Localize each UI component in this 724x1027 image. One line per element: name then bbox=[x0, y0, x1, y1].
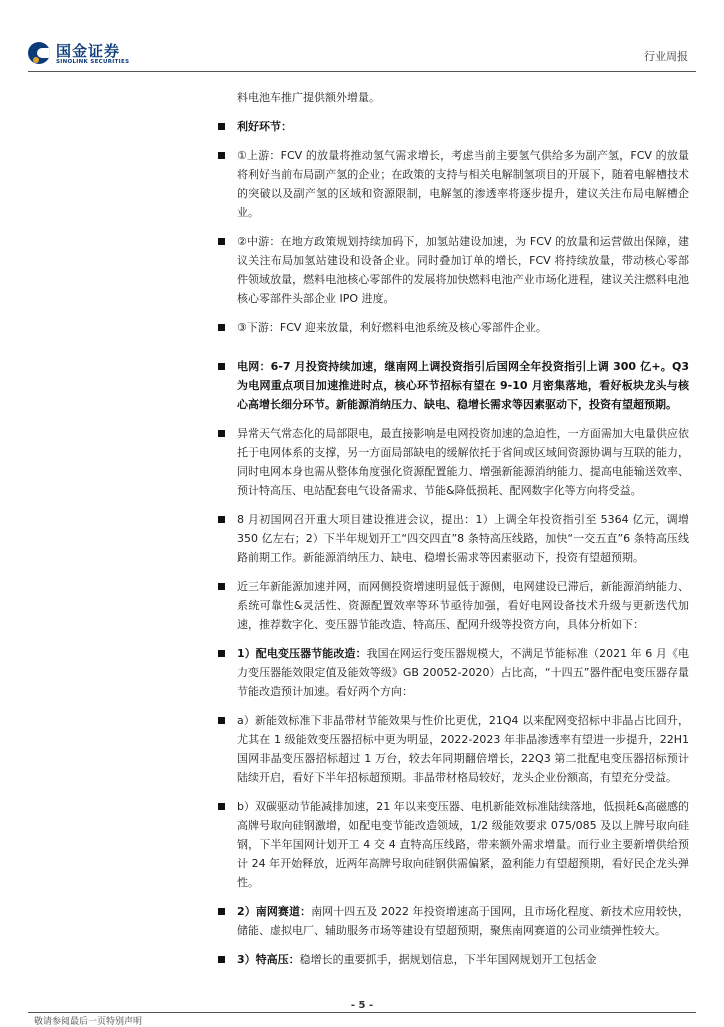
logo-name-cn: 国金证券 bbox=[56, 42, 121, 60]
company-logo bbox=[28, 40, 138, 70]
list-item bbox=[237, 797, 689, 892]
square-bullet-icon bbox=[218, 956, 225, 963]
paragraph-text: 稳增长的重要抓手，据规划信息，下半年国网规划开工包括金 bbox=[299, 953, 597, 966]
footer-divider bbox=[28, 1012, 696, 1013]
main-content bbox=[237, 88, 689, 979]
section-heading: 电网：6-7 月投资持续加速，继南网上调投资指引后国网全年投资指引上调 300 亿+。Q3 为电网重点项目加速推进时点，核心环节招标有望在 9-10 月密集落地，看好板块龙头与核心高增长细分环节。新能源消纳压力、缺电、稳增长需求等因素驱动下，投资有望超预期。 bbox=[237, 360, 689, 411]
list-item bbox=[237, 232, 689, 308]
item-label: 2）南网赛道： bbox=[237, 905, 312, 918]
list-item bbox=[237, 357, 689, 414]
paragraph-text: 异常天气常态化的局部限电，最直接影响是电网投资加速的急迫性，一方面需加大电量供应依托于电网体系的支撑，另一方面局部缺电的缓解依托于省间或区域间资源协调与互联的能力，同时电网本身也需从整体角度强化资源配置能力、增强新能源消纳能力、提高电能输送效率、预计特高压、电站配套电气设备需求、节能&降低损耗、配网数字化等方向将受益。 bbox=[237, 427, 689, 497]
list-item bbox=[237, 644, 689, 701]
square-bullet-icon bbox=[218, 583, 225, 590]
square-bullet-icon bbox=[218, 324, 225, 331]
list-item bbox=[237, 711, 689, 787]
paragraph-text: 近三年新能源加速并网，而网侧投资增速明显低于源侧，电网建设已滞后，新能源消纳能力、系统可靠性&灵活性、资源配置效率等环节亟待加强，看好电网设备技术升级与更新迭代加速，推荐数字化、变压器节能改造、特高压、配网升级等投资方向，具体分析如下： bbox=[237, 580, 689, 631]
section-heading: 利好环节： bbox=[237, 120, 292, 133]
report-type: 行业周报 bbox=[644, 50, 688, 63]
square-bullet-icon bbox=[218, 717, 225, 724]
disclaimer-text: 敬请参阅最后一页特别声明 bbox=[34, 1017, 143, 1027]
list-item bbox=[237, 318, 689, 337]
page-number: - 5 - bbox=[350, 1000, 374, 1011]
square-bullet-icon bbox=[218, 238, 225, 245]
paragraph-text: ②中游：在地方政策规划持续加码下，加氢站建设加速，为 FCV 的放量和运营做出保障，建议关注布局加氢站建设和设备企业。同时叠加订单的增长，FCV 将持续放量，带动核心零部件领域放量，燃料电池核心零部件的发展将加快燃料电池产业市场化进程，建议关注燃料电池核心零部件头部企业 IPO 进度。 bbox=[237, 235, 689, 305]
header-divider bbox=[28, 71, 696, 72]
square-bullet-icon bbox=[218, 152, 225, 159]
paragraph-continuation: 料电池车推广提供额外增量。 bbox=[237, 91, 380, 104]
list-item bbox=[237, 424, 689, 500]
page-header bbox=[0, 0, 724, 80]
square-bullet-icon bbox=[218, 803, 225, 810]
paragraph-text: 南网十四五及 2022 年投资增速高于国网，且市场化程度、新技术应用较快，储能、虚拟电厂、辅助服务市场等建设有望超预期，聚焦南网赛道的公司业绩弹性较大。 bbox=[237, 905, 689, 937]
paragraph-text: b）双碳驱动节能减排加速，21 年以来变压器、电机新能效标准陆续落地，低损耗&高磁感的高牌号取向硅钢激增，如配电变节能改造领域，1/2 级能效要求 075/085 及以上牌号取向硅钢，下半年国网计划开工 4 交 4 直特高压线路，带来额外需求增量。而行业主要新增供给预计 24 年开始释放，近两年高牌号取向硅钢供需偏紧，盈利能力有望超预期，看好民企龙头弹性。 bbox=[237, 800, 689, 889]
item-label: 3）特高压： bbox=[237, 953, 300, 966]
square-bullet-icon bbox=[218, 430, 225, 437]
square-bullet-icon bbox=[218, 908, 225, 915]
list-item bbox=[237, 117, 689, 136]
square-bullet-icon bbox=[218, 516, 225, 523]
list-item bbox=[237, 146, 689, 222]
list-item bbox=[237, 577, 689, 634]
square-bullet-icon bbox=[218, 363, 225, 370]
paragraph-text: ③下游：FCV 迎来放量，利好燃料电池系统及核心零部件企业。 bbox=[237, 321, 547, 334]
list-item bbox=[237, 902, 689, 940]
square-bullet-icon bbox=[218, 650, 225, 657]
paragraph-text: 我国在网运行变压器规模大，不满足节能标准（2021 年 6 月《电力变压器能效限定值及能效等级》GB 20052-2020）占比高，“十四五”器件配电变压器存量节能改造预计加速。看好两个方向： bbox=[237, 647, 690, 698]
item-label: 1）配电变压器节能改造： bbox=[237, 647, 367, 660]
logo-name-en: SINOLINK SECURITIES bbox=[56, 59, 130, 65]
logo-icon bbox=[28, 42, 50, 64]
square-bullet-icon bbox=[218, 123, 225, 130]
list-item bbox=[237, 510, 689, 567]
list-item bbox=[237, 950, 689, 969]
paragraph-text: a）新能效标准下非晶带材节能效果与性价比更优，21Q4 以来配网变招标中非晶占比回升，尤其在 1 级能效变压器招标中更为明显，2022-2023 年非晶渗透率有望进一步提升，22H1 国网非晶变压器招标超过 1 万台，较去年同期翻倍增长，22Q3 第二批配电变压器招标预计陆续开启，看好下半年招标超预期。非晶带材格局较好，龙头企业份额高，有望充分受益。 bbox=[237, 714, 689, 784]
paragraph-text: 8 月初国网召开重大项目建设推进会议，提出：1）上调全年投资指引至 5364 亿元，调增 350 亿左右；2）下半年规划开工“四交四直”8 条特高压线路，加快“一交五直”6 条特高压线路前期工作。新能源消纳压力、缺电、稳增长需求等因素驱动下，投资有望超预期。 bbox=[237, 513, 689, 564]
paragraph-text: ①上游：FCV 的放量将推动氢气需求增长，考虑当前主要氢气供给多为副产氢，FCV 的放量将利好当前布局副产氢的企业；在政策的支持与相关电解制氢项目的开展下，随着电解槽技术的突破以及副产氢的区域和资源限制，电解氢的渗透率将逐步提升，建议关注布局电解槽企业。 bbox=[237, 149, 689, 219]
